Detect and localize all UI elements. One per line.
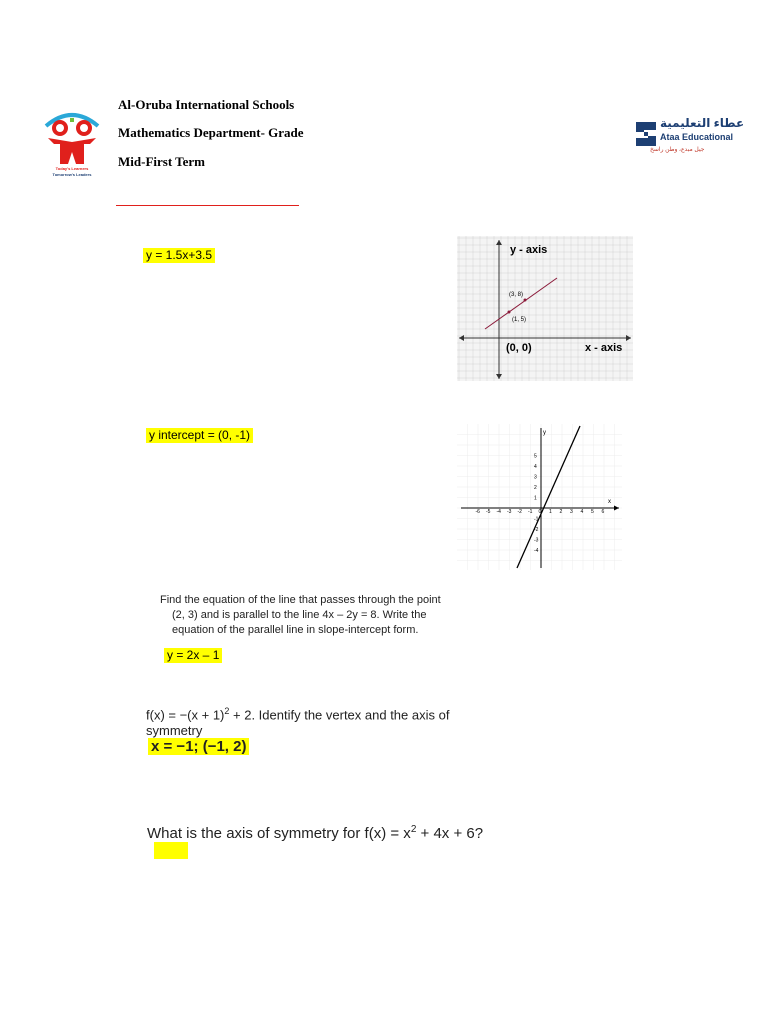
y-tick-label: 3 [534,474,537,481]
x-tick-label: 1 [549,509,552,515]
graph-2 [457,424,622,570]
department-title: Mathematics Department- Grade [118,125,304,140]
answer-1: y = 1.5x+3.5 [143,248,215,263]
answer-2: y intercept = (0, -1) [146,428,253,443]
data-line [517,426,580,568]
question-4-suffix: + 2. Identify the vertex and the axis of [229,707,450,723]
x-tick-label: -1 [528,509,533,515]
ataa-english-name: Ataa Educational [660,132,734,142]
x-tick-label: -2 [517,509,522,515]
x-tick-label: 6 [601,509,605,515]
graph-1-y-axis-label: y - axis [510,244,548,256]
x-axis-arrow [614,506,619,511]
answer-4: x = −1; (−1, 2) [148,738,249,755]
x-tick-label: 0 [538,509,542,515]
answer-5-blank [154,842,188,859]
x-axis-label: x [608,499,611,505]
x-tick-label: 5 [591,509,594,515]
term-title: Mid-First Term [118,154,206,169]
x-tick-label: -3 [507,509,512,515]
y-tick-label: 1 [534,495,537,502]
graph-1-origin-label: (0, 0) [506,342,532,354]
question-5-suffix: + 4x + 6? [416,825,484,842]
school-logo-tagline-2: Tomorrow's Leaders [52,172,92,177]
question-4-line-2: symmetry [146,723,203,739]
question-3 [160,593,470,638]
graph-1-point-b-label: (1, 5) [512,317,527,323]
ataa-arabic-name: عطاء التعليمية [660,116,745,130]
y-tick-label: -1 [534,516,539,523]
school-name: Al-Oruba International Schools [118,97,295,112]
y-axis-label: y [543,430,546,436]
y-tick-label: 5 [534,453,537,460]
question-4-prefix: f(x) = −(x + 1) [146,707,225,723]
y-tick-label: 4 [534,464,537,470]
x-tick-label: 2 [559,509,563,515]
y-tick-label: 2 [534,485,537,491]
ataa-arabic-tagline: جيل مبدع، وطن راسخ [650,147,705,153]
question-4-exponent: 2 [224,706,230,716]
x-tick-label: 4 [580,509,584,515]
answer-3: y = 2x – 1 [164,648,222,663]
point-a [524,299,527,302]
x-tick-label: -6 [475,509,480,515]
y-tick-label: -3 [534,537,539,544]
x-tick-label: -5 [486,509,491,515]
axis-arrows [459,240,631,379]
x-tick-label: -4 [496,509,501,515]
graph-1 [457,236,633,381]
question-3-line-1: Find the equation of the line that passes through the point [160,594,441,606]
question-5-exponent: 2 [410,824,417,835]
school-logo-tagline-1: Today's Learners [55,166,89,171]
ataa-logo [632,116,745,160]
y-tick-label: -4 [534,548,539,554]
point-b [508,311,511,314]
question-5 [147,824,483,842]
graph-1-x-axis-label: x - axis [585,342,623,354]
school-logo [40,104,104,180]
question-3-line-2: (2, 3) and is parallel to the line 4x – 2y = 8. Write the [172,609,427,621]
question-3-line-3: equation of the parallel line in slope-intercept form. [172,624,419,636]
x-tick-label: 3 [570,509,573,515]
header-divider [116,205,299,206]
question-4 [146,703,476,739]
question-5-prefix: What is the axis of symmetry for f(x) = x [147,825,411,842]
graph-1-point-a-label: (3, 8) [509,292,524,298]
y-tick-label: -2 [534,527,539,533]
